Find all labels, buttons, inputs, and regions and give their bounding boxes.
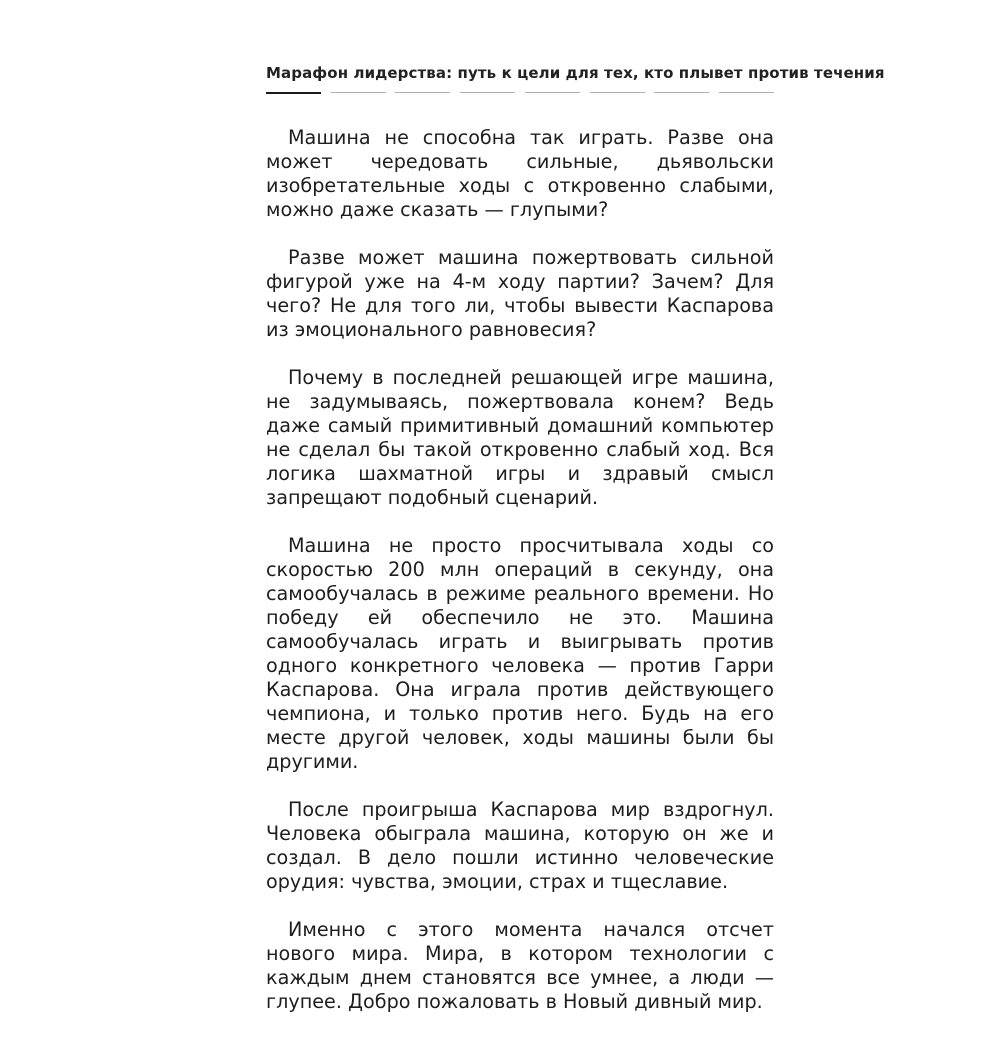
paragraph: Машина не просто просчитывала ходы со скоростью 200 млн операций в секунду, она самообучалась в режиме реального времени. Но победу ей обеспечило не это. Машина самообучалась играть и выигрывать против одного конкретного человека — против Гарри Каспарова. Она играла против действующего чемпиона, и только против него. Будь на его месте другой человек, ходы машины были бы другими. (266, 534, 774, 773)
header-rule (460, 92, 515, 93)
paragraph: Почему в последней решающей игре машина, не задумываясь, пожертвовала конем? Ведь даже самый примитивный домашний компьютер не сделал бы такой откровенно слабый ход. Вся логика шахматной игры и здравый смысл запрещают подобный сценарий. (266, 366, 774, 509)
paragraph: Именно с этого момента начался отсчет нового мира. Мира, в котором технологии с каждым днем становятся все умнее, а люди — глупее. Добро пожаловать в Новый дивный мир. (266, 918, 774, 1013)
header-rule (395, 92, 450, 93)
header-divider (266, 92, 774, 96)
page-body (266, 126, 774, 1038)
header-rule (590, 92, 645, 93)
header-rule (654, 92, 709, 93)
header-rule (331, 92, 386, 93)
paragraph: После проигрыша Каспарова мир вздрогнул. Человека обыграла машина, которую он же и создал. В дело пошли истинно человеческие орудия: чувства, эмоции, страх и тщеславие. (266, 798, 774, 893)
header-rule-active (266, 92, 321, 94)
running-header-title: Марафон лидерства: путь к цели для тех, кто плывет против течения (266, 64, 885, 82)
paragraph: Разве может машина пожертвовать сильной фигурой уже на 4-м ходу партии? Зачем? Для чего? Не для того ли, чтобы вывести Каспарова из эмоционального равновесия? (266, 246, 774, 341)
paragraph: Машина не способна так играть. Разве она может чередовать сильные, дьявольски изобретательные ходы с откровенно слабыми, можно даже сказать — глупыми? (266, 126, 774, 221)
header-rule (525, 92, 580, 93)
header-rule (719, 92, 774, 93)
